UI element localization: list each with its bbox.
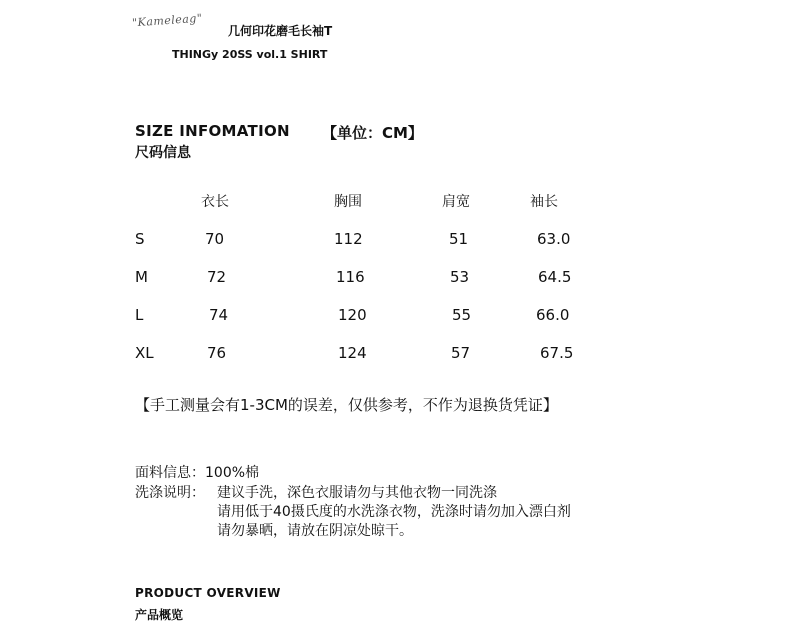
table-cell: 66.0 bbox=[536, 306, 570, 324]
product-title-en: THINGy 20SS vol.1 SHIRT bbox=[172, 48, 328, 61]
table-cell: 120 bbox=[338, 306, 367, 324]
care-label: 洗涤说明： bbox=[135, 485, 205, 501]
table-cell: 53 bbox=[450, 268, 470, 286]
column-header-length: 衣长 bbox=[201, 194, 229, 210]
column-header-shoulder: 肩宽 bbox=[442, 194, 470, 210]
table-cell: 124 bbox=[338, 344, 367, 362]
table-cell: 55 bbox=[452, 306, 472, 324]
material-label: 面料信息： bbox=[135, 465, 205, 481]
care-line: 请用低于40摄氏度的水洗涤衣物，洗涤时请勿加入漂白剂 bbox=[217, 504, 571, 520]
measurement-note: 【手工测量会有1-3CM的误差，仅供参考，不作为退换货凭证】 bbox=[135, 396, 558, 414]
brand-logo: "Kameleag" bbox=[131, 11, 203, 30]
table-cell: 74 bbox=[209, 306, 229, 324]
overview-title-en: PRODUCT OVERVIEW bbox=[135, 586, 281, 600]
column-header-sleeve: 袖长 bbox=[530, 194, 558, 210]
table-cell: 116 bbox=[336, 268, 365, 286]
table-cell: 51 bbox=[449, 230, 469, 248]
size-section-title-en: SIZE INFOMATION bbox=[135, 122, 290, 140]
table-cell: 112 bbox=[334, 230, 363, 248]
size-section-title-cn: 尺码信息 bbox=[135, 145, 191, 161]
care-line: 请勿暴晒，请放在阴凉处晾干。 bbox=[217, 523, 413, 539]
material-info bbox=[135, 462, 259, 482]
care-line: 建议手洗，深色衣服请勿与其他衣物一同洗涤 bbox=[217, 485, 497, 501]
table-cell: 64.5 bbox=[538, 268, 572, 286]
size-label: S bbox=[135, 230, 145, 248]
material-value: 100%棉 bbox=[205, 465, 260, 481]
table-cell: 63.0 bbox=[537, 230, 571, 248]
column-header-chest: 胸围 bbox=[334, 194, 362, 210]
product-title-cn: 几何印花磨毛长袖T bbox=[228, 24, 333, 38]
overview-title-cn: 产品概览 bbox=[135, 608, 184, 622]
table-cell: 67.5 bbox=[540, 344, 574, 362]
table-cell: 70 bbox=[205, 230, 225, 248]
size-label: XL bbox=[135, 344, 154, 362]
size-label: L bbox=[135, 306, 144, 324]
table-cell: 57 bbox=[451, 344, 471, 362]
table-cell: 76 bbox=[207, 344, 227, 362]
size-unit-label: 【单位：CM】 bbox=[322, 124, 423, 142]
size-label: M bbox=[135, 268, 148, 286]
table-cell: 72 bbox=[207, 268, 227, 286]
